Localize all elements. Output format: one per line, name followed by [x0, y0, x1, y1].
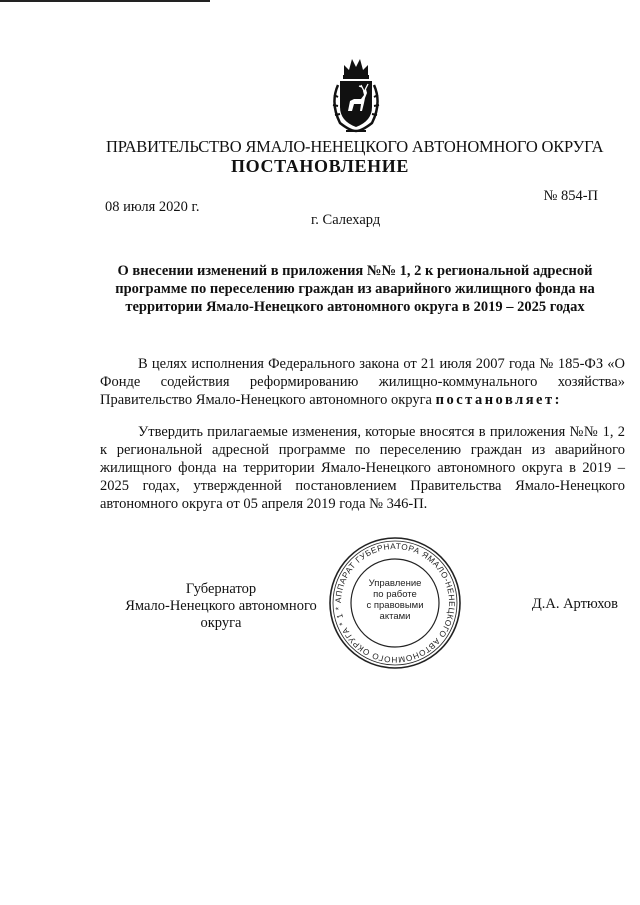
signatory-title-line-2: Ямало-Ненецкого автономного округа	[125, 598, 317, 631]
government-name: ПРАВИТЕЛЬСТВО ЯМАЛО-НЕНЕЦКОГО АВТОНОМНОГО ОКРУГА	[106, 137, 604, 156]
signatory-title	[104, 581, 338, 632]
document-number: № 854-П	[543, 188, 598, 204]
decree-word: постановляет:	[435, 392, 562, 408]
coat-of-arms-icon	[328, 55, 384, 135]
stamp-line-4: актами	[379, 611, 411, 622]
stamp-center-text	[352, 578, 438, 622]
body-paragraph-1	[100, 355, 625, 409]
signatory-title-line-1: Губернатор	[185, 581, 257, 597]
stamp-line-2: по работе	[373, 589, 417, 600]
document-date: 08 июля 2020 г.	[105, 199, 200, 215]
stamp-line-1: Управление	[368, 578, 422, 589]
body-paragraph-2: Утвердить прилагаемые изменения, которые вносятся в приложения №№ 1, 2 к региональной адресной программе по переселению граждан из аварийного жилищного фонда на территории Ямало-Ненецкого автономного округа в 2019 – 2025 годах, утвержденной постановлением Правительства Ямало-Ненецкого автономного округа от 05 апреля 2019 года № 346-П.	[100, 424, 625, 512]
scan-edge-line	[0, 0, 210, 2]
stamp-ring-text: АППАРАТ ГУБЕРНАТОРА ЯМАЛО-НЕНЕЦКОГО АВТОНОМНОГО ОКРУГА * 1 *	[333, 541, 457, 665]
paragraph-1-text: В целях исполнения Федерального закона от 21 июля 2007 года № 185-ФЗ «О Фонде содействия реформированию жилищно-коммунального хозяйства» Правительство Ямало-Ненецкого автономного округа	[100, 356, 625, 408]
document-type: ПОСТАНОВЛЕНИЕ	[231, 156, 409, 176]
document-title: О внесении изменений в приложения №№ 1, 2 к региональной адресной программе по переселению граждан из аварийного жилищного фонда на территории Ямало-Ненецкого автономного округа в 2019 – 2025 годах	[115, 263, 595, 315]
document-city: г. Салехард	[311, 212, 381, 228]
stamp-line-3: с правовыми	[366, 600, 424, 611]
signatory-name: Д.А. Артюхов	[531, 596, 618, 612]
